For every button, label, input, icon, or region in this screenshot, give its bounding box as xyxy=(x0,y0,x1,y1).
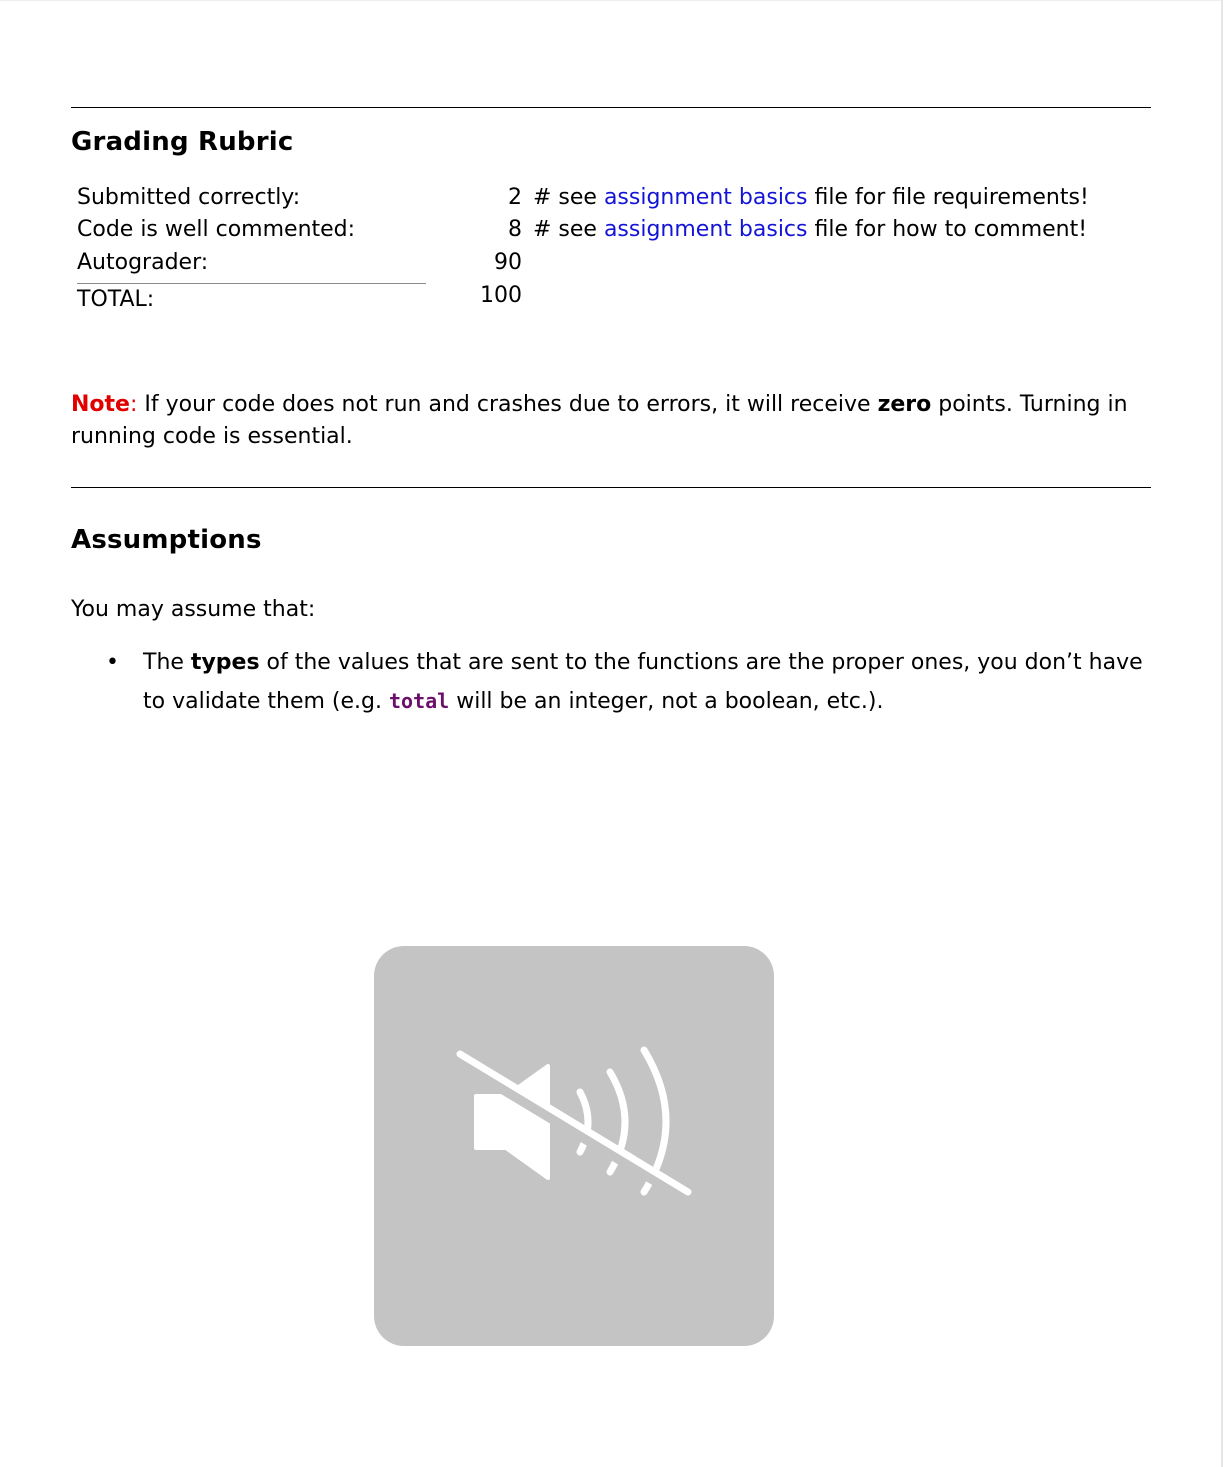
assumptions-heading: Assumptions xyxy=(71,525,262,555)
note-text: If your code does not run and crashes due to errors, it will receive xyxy=(137,392,878,417)
total-divider xyxy=(77,283,426,284)
grading-rubric-heading: Grading Rubric xyxy=(71,127,294,157)
comment-suffix: file for how to comment! xyxy=(807,217,1088,242)
assignment-basics-link[interactable]: assignment basics xyxy=(603,185,808,210)
rubric-row-comment xyxy=(533,217,1087,242)
horizontal-rule-middle xyxy=(71,487,1151,488)
comment-prefix: # see xyxy=(533,217,604,242)
note-text-end: points. Turning in running code is essential. xyxy=(71,392,1128,449)
rubric-row-comment xyxy=(533,185,1089,210)
comment-suffix: file for file requirements! xyxy=(807,185,1089,210)
rubric-row-points: 90 xyxy=(494,250,522,275)
note-paragraph xyxy=(71,389,1153,453)
rubric-total-label: TOTAL: xyxy=(77,287,155,312)
rubric-row-points: 8 xyxy=(508,217,522,242)
item-text: will be an integer, not a boolean, etc.). xyxy=(449,689,884,714)
muted-media-placeholder[interactable] xyxy=(374,946,774,1346)
rubric-total-points: 100 xyxy=(480,283,522,308)
comment-prefix: # see xyxy=(533,185,604,210)
inline-code: total xyxy=(389,689,450,713)
item-text: The xyxy=(143,650,191,675)
note-colon: : xyxy=(129,392,138,417)
bullet-marker: • xyxy=(106,650,119,675)
assumption-item xyxy=(143,644,1153,721)
note-label: Note xyxy=(71,392,130,417)
rubric-row-label: Submitted correctly: xyxy=(77,185,301,210)
item-bold: types xyxy=(190,650,260,675)
speaker-muted-icon xyxy=(374,946,774,1346)
assumptions-intro: You may assume that: xyxy=(71,597,316,622)
rubric-row-points: 2 xyxy=(508,185,522,210)
item-text: of the values that are sent to the functions are the proper ones, you don’t have to validate them (e.g. xyxy=(143,650,1143,714)
assignment-basics-link[interactable]: assignment basics xyxy=(603,217,808,242)
rubric-row-label: Autograder: xyxy=(77,250,209,275)
horizontal-rule-top xyxy=(71,107,1151,108)
rubric-row-label: Code is well commented: xyxy=(77,217,356,242)
note-bold: zero xyxy=(877,392,932,417)
